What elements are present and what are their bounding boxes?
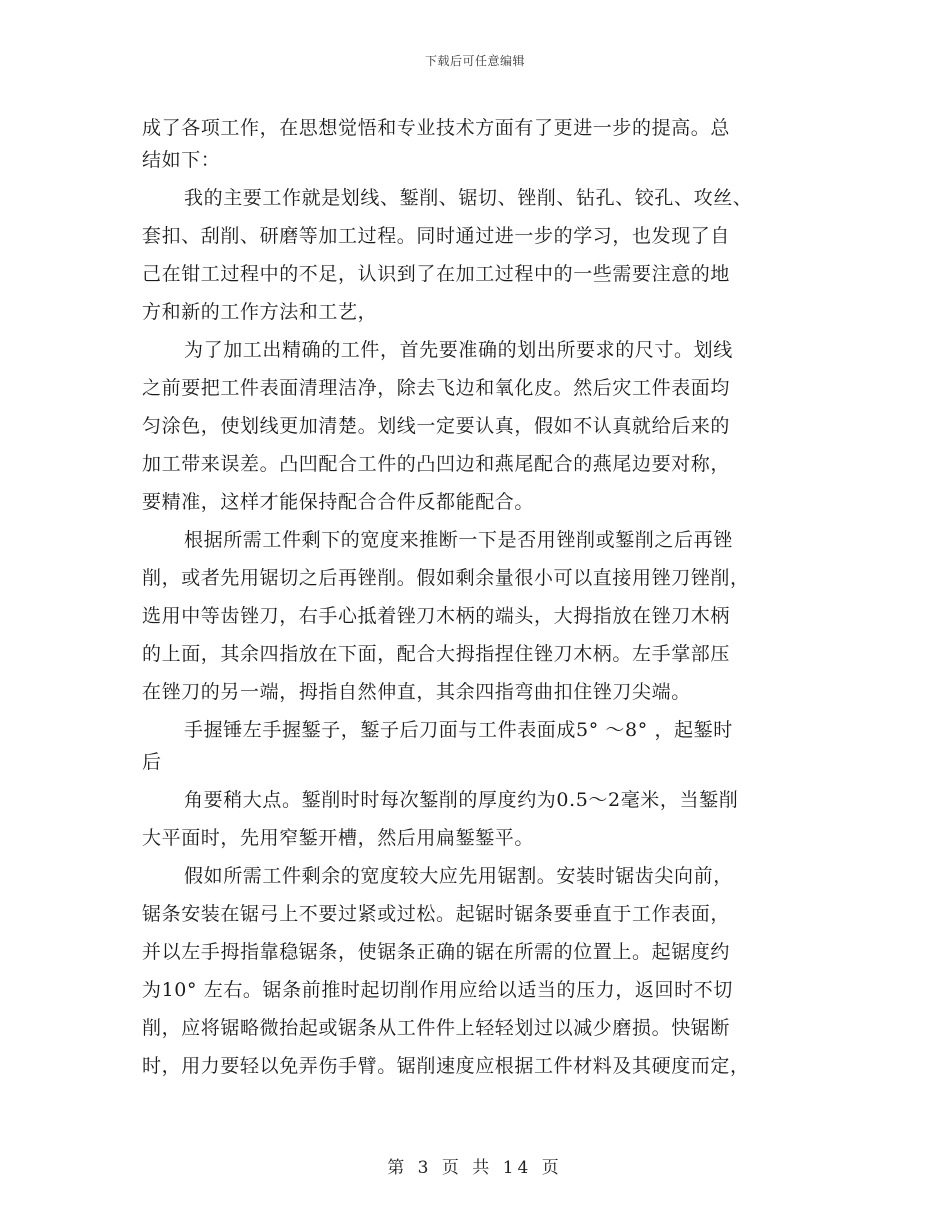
- text-line: 时，用力要轻以免弄伤手臂。锯削速度应根据工件材料及其硬度而定，: [142, 1055, 750, 1077]
- page-number-footer: 第 3 页 共 14 页: [387, 1158, 563, 1178]
- text-line: 为10° 左右。锯条前推时起切削作用应给以适当的压力，返回时不切: [142, 979, 733, 1001]
- text-line: 的上面，其余四指放在下面，配合大拇指捏住锉刀木柄。左手掌部压: [142, 643, 731, 665]
- paragraph-first-line: 我的主要工作就是划线、錾削、锯切、锉削、钻孔、铰孔、攻丝、: [184, 187, 753, 209]
- text-line: 削，应将锯略微抬起或锯条从工件件上轻轻划过以减少磨损。快锯断: [142, 1017, 731, 1039]
- text-line: 方和新的工作方法和工艺，: [142, 301, 378, 323]
- text-line: 结如下：: [142, 149, 221, 171]
- text-line: 在锉刀的另一端，拇指自然伸直，其余四指弯曲扣住锉刀尖端。: [142, 681, 691, 703]
- text-line: 加工带来误差。凸凹配合工件的凸凹边和燕尾配合的燕尾边要对称，: [142, 453, 731, 475]
- text-line: 锯条安装在锯弓上不要过紧或过松。起锯时锯条要垂直于工作表面，: [142, 903, 731, 925]
- paragraph-first-line: 为了加工出精确的工件，首先要准确的划出所要求的尺寸。划线: [184, 339, 733, 361]
- text-line: 套扣、刮削、研磨等加工过程。同时通过进一步的学习，也发现了自: [142, 225, 731, 247]
- text-line: 并以左手拇指靠稳锯条，使锯条正确的锯在所需的位置上。起锯度约: [142, 941, 731, 963]
- page-header-note: 下载后可任意编辑: [424, 54, 525, 68]
- paragraph-first-line: 根据所需工件剩下的宽度来推断一下是否用锉削或錾削之后再锉: [184, 529, 733, 551]
- paragraph-first-line: 角要稍大点。錾削时时每次錾削的厚度约为0.5～2毫米，当錾削: [184, 789, 739, 811]
- text-line: 之前要把工件表面清理洁净，除去飞边和氧化皮。然后灾工件表面均: [142, 377, 731, 399]
- text-line: 匀涂色，使划线更加清楚。划线一定要认真，假如不认真就给后来的: [142, 415, 731, 437]
- text-line: 己在钳工过程中的不足，认识到了在加工过程中的一些需要注意的地: [142, 263, 731, 285]
- text-line: 大平面时，先用窄錾开槽，然后用扁錾錾平。: [142, 827, 535, 849]
- text-line: 后: [142, 751, 162, 773]
- text-line: 成了各项工作，在思想觉悟和专业技术方面有了更进一步的提高。总: [142, 117, 731, 139]
- document-body: [142, 112, 808, 1082]
- text-line: 选用中等齿锉刀，右手心抵着锉刀木柄的端头，大拇指放在锉刀木柄: [142, 605, 731, 627]
- text-line: 削，或者先用锯切之后再锉削。假如剩余量很小可以直接用锉刀锉削，: [142, 567, 750, 589]
- text-line: 要精准，这样才能保持配合合件反都能配合。: [142, 491, 535, 513]
- paragraph-first-line: 手握锤左手握錾子，錾子后刀面与工件表面成5° ～8° ，起錾时: [184, 719, 733, 741]
- paragraph-first-line: 假如所需工件剩余的宽度较大应先用锯割。安装时锯齿尖向前，: [184, 865, 733, 887]
